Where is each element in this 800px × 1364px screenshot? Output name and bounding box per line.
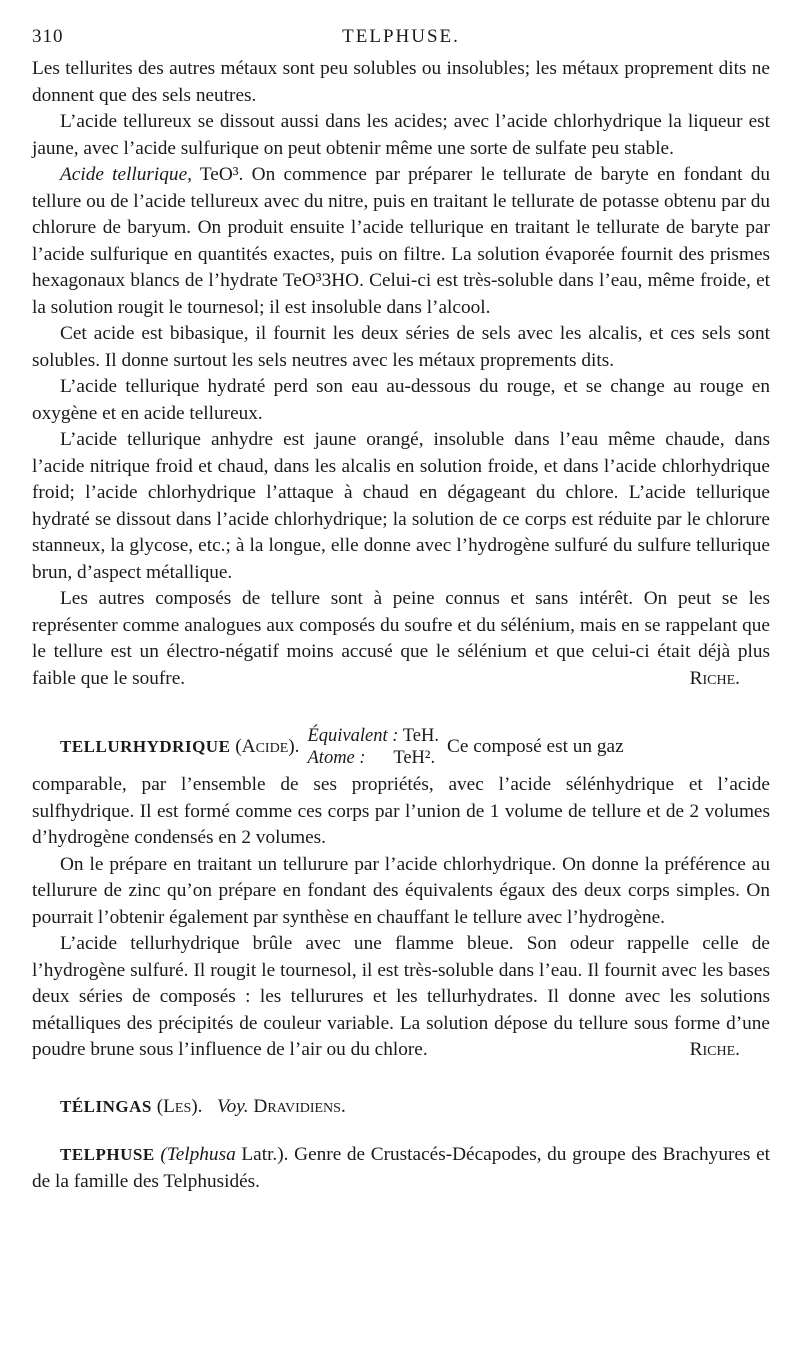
cross-reference: Dravidiens. xyxy=(253,1095,346,1117)
paragraph: L’acide tellureux se dissout aussi dans les acides; avec l’acide chlorhydrique la liqueur est jaune, avec l’acide sulfurique on peut obtenir même une sorte de sulfate peu stable. xyxy=(32,111,770,159)
paragraph: L’acide tellurique anhydre est jaune orangé, insoluble dans l’eau même chaude, dans l’acide nitrique froid et chaud, dans les alcalis en solution froide, et dans l’acide chlorhydrique froid; l’acide chlorhydrique l’attaque à chaud en dégageant du chlore. L’acide tellurique hydraté se dissout dans l’acide chlorhydrique; la solution de ce corps est réduite par le chlorure stanneux, la glycose, etc.; à la longue, elle donne avec l’hydrogène sulfuré du sulfure tellurique brun, d’aspect métallique. xyxy=(32,429,770,583)
author-signature: Riche. xyxy=(689,1039,740,1060)
entry-telingas: TÉLINGAS (Les). Voy. Dravidiens. xyxy=(60,1095,346,1117)
formula-block: Équivalent : TeH. Atome : TeH². xyxy=(307,726,439,768)
paragraph: On le prépare en traitant un tellurure par l’acide chlorhydrique. On donne la préférence au tellurure de zinc qu’on prépare en fondant des équivalents égaux des deux corps simples. On pourrait l’obtenir également par synthèse en chauffant le tellure avec l’hydrogène. xyxy=(32,853,770,928)
cross-reference-label: Voy. xyxy=(216,1095,249,1117)
paragraph: L’acide tellurhydrique brûle avec une flamme bleue. Son odeur rappelle celle de l’hydrogène sulfuré. Il rougit le tournesol, il est très-soluble dans l’eau. Il fournit avec les bases deux séries de composés : les tellurures et les tellurhydrates. Il donne avec les solutions métalliques des précipités de couleur variable. La solution dépose du tellure sous forme d’une poudre brune sous l’influence de l’air ou du chlore. Riche. xyxy=(32,931,770,1064)
page-number: 310 xyxy=(32,26,64,47)
formula: TeO³. xyxy=(191,164,244,185)
entry-heading: TÉLINGAS xyxy=(60,1096,152,1116)
entry-heading: TELPHUSE xyxy=(60,1145,155,1164)
document-page xyxy=(32,26,770,1195)
paragraph: Les autres composés de tellure sont à peine connus et sans intérêt. On peut se les représenter comme analogues aux composés du soufre et du sélénium, mais en se rappelant que le tellure est un électro-négatif moins accusé que le sélénium et que celui-ci était déjà plus faible que le soufre. Riche. xyxy=(32,586,770,692)
subheading: Acide tellurique, xyxy=(60,164,192,185)
entry-tellurhydrique-head xyxy=(32,722,770,772)
entry-lead: Ce composé est un gaz xyxy=(446,736,624,757)
paragraph: Les tellurites des autres métaux sont peu solubles ou insolubles; les métaux proprement dits ne donnent que des sels neutres. xyxy=(32,58,770,106)
running-title: TELPHUSE. xyxy=(342,26,460,47)
paragraph: comparable, par l’ensemble de ses propriétés, avec l’acide sélénhydrique et l’acide sulfhydrique. Il est formé comme ces corps par l’union de 1 volume de tellure et de 2 volumes d’hydrogène condensés en 2 volumes. xyxy=(32,774,770,848)
paragraph: Cet acide est bibasique, il fournit les deux séries de sels avec les alcalis, et ces sels sont solubles. Il donne surtout les sels neutres avec les métaux proprements dits. xyxy=(32,323,770,371)
entry-telphuse: TELPHUSE (Telphusa Latr.). Genre de Crustacés-Décapodes, du groupe des Brachyures et de la famille des Telphusidés. xyxy=(32,1144,770,1192)
entry-heading: TELLURHYDRIQUE xyxy=(60,737,231,756)
author-signature: Riche. xyxy=(689,667,740,689)
paragraph: L’acide tellurique hydraté perd son eau au-dessous du rouge, et se change au rouge en oxygène et en acide tellureux. xyxy=(32,376,770,424)
page-header xyxy=(32,26,770,56)
paragraph-acide-tellurique: Acide tellurique, TeO³. On commence par préparer le tellurate de baryte en fondant du tellure ou de l’acide tellureux avec du nitre, puis en traitant le tellurate de potasse obtenu par du chlorure de baryum. On produit ensuite l’acide tellurique en traitant le tellurate de baryte par l’acide sulfurique en quantités exactes, puis on filtre. La solution évaporée fournit des prismes hexagonaux blancs de l’hydrate TeO³3HO. Celui-ci est très-soluble dans l’eau, même froide, et la solution rougit le tournesol; il est insoluble dans l’alcool. xyxy=(32,164,770,318)
entry-qualifier: (Acide). xyxy=(235,736,300,757)
